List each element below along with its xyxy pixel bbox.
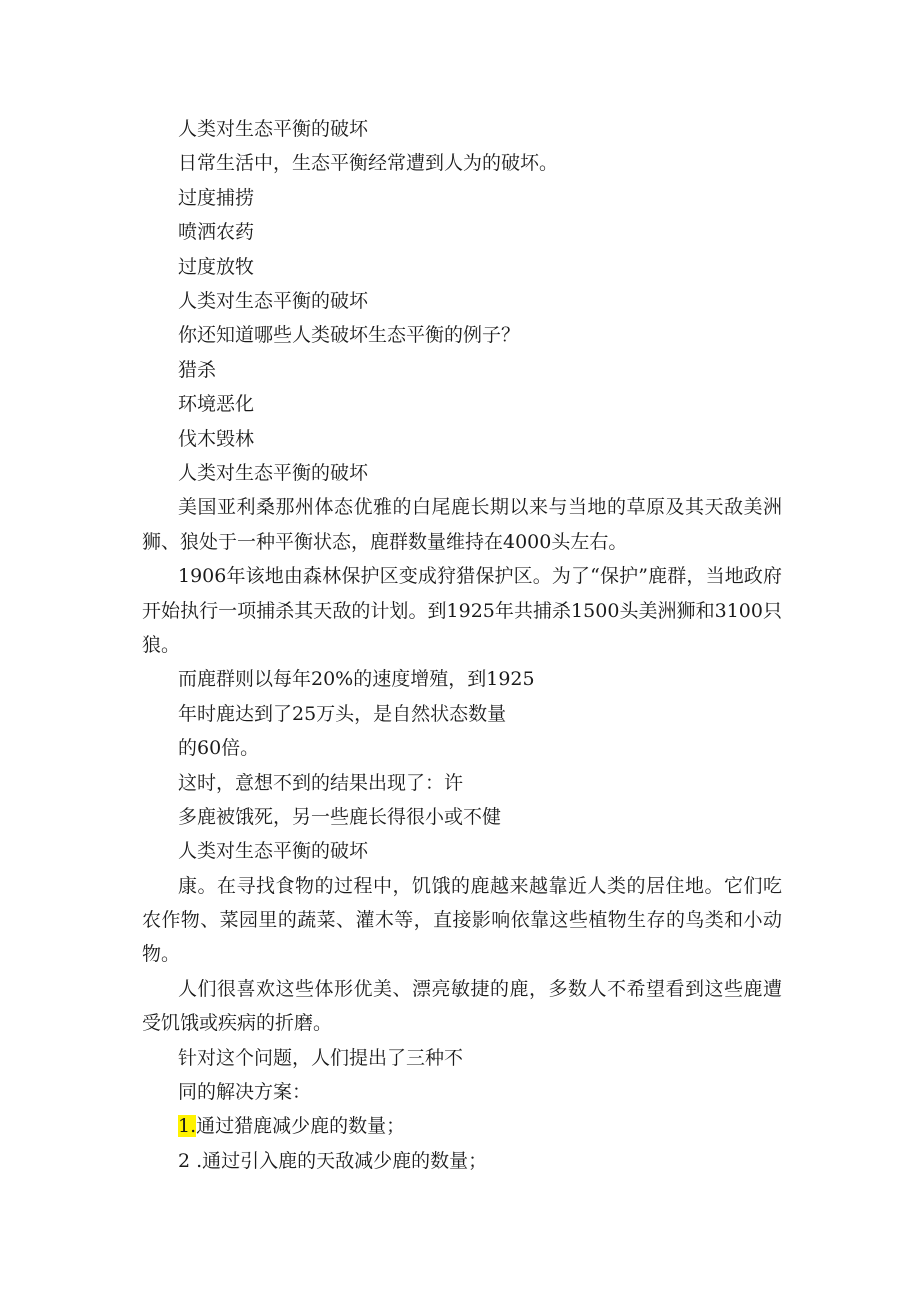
text-line: 日常生活中，生态平衡经常遭到人为的破坏。	[178, 152, 559, 175]
paragraph: 人们很喜欢这些体形优美、漂亮敏捷的鹿，多数人不希望看到这些鹿遭受饥饿或疾病的折磨。	[142, 977, 782, 1035]
heading-line: 人类对生态平衡的破坏	[178, 289, 369, 312]
heading-line: 人类对生态平衡的破坏	[178, 118, 369, 140]
text-line: 这时，意想不到的结果出现了：许	[178, 771, 464, 794]
text-line: 多鹿被饿死，另一些鹿长得很小或不健	[178, 805, 502, 828]
text-line: 过度捕捞	[178, 186, 255, 209]
list-item: 2 .通过引入鹿的天敌减少鹿的数量；	[178, 1149, 488, 1172]
text-line: 针对这个问题，人们提出了三种不	[178, 1046, 464, 1069]
paragraph: 1906年该地由森林保护区变成狩猎保护区。为了“保护”鹿群，当地政府开始执行一项捕杀其天敌的计划。到1925年共捕杀1500头美洲狮和3100只狼。	[142, 565, 782, 656]
text-line: 喷洒农药	[178, 221, 255, 244]
text-line: 伐木毁林	[178, 427, 255, 450]
heading-line: 人类对生态平衡的破坏	[178, 461, 369, 484]
text-line: 而鹿群则以每年20%的速度增殖，到1925	[178, 668, 535, 691]
text-line: 的60倍。	[178, 737, 260, 760]
highlighted-list-number: 1.	[178, 1115, 197, 1138]
document-content	[142, 112, 782, 1178]
text-line: 你还知道哪些人类破坏生态平衡的例子？	[178, 324, 521, 347]
text-line: 过度放牧	[178, 255, 255, 278]
paragraph: 美国亚利桑那州体态优雅的白尾鹿长期以来与当地的草原及其天敌美洲狮、狼处于一种平衡状态，鹿群数量维持在4000头左右。	[142, 496, 782, 553]
paragraph: 康。在寻找食物的过程中，饥饿的鹿越来越靠近人类的居住地。它们吃农作物、菜园里的蔬菜、灌木等，直接影响依靠这些植物生存的鸟类和小动物。	[142, 874, 782, 966]
list-item	[142, 1109, 782, 1143]
text-line: 猎杀	[178, 358, 217, 381]
heading-line: 人类对生态平衡的破坏	[178, 840, 369, 863]
text-line: 年时鹿达到了25万头，是自然状态数量	[178, 702, 507, 725]
text-line: 环境恶化	[178, 393, 255, 416]
list-item-text: 通过猎鹿减少鹿的数量；	[196, 1115, 406, 1138]
text-line: 同的解决方案：	[178, 1081, 312, 1104]
